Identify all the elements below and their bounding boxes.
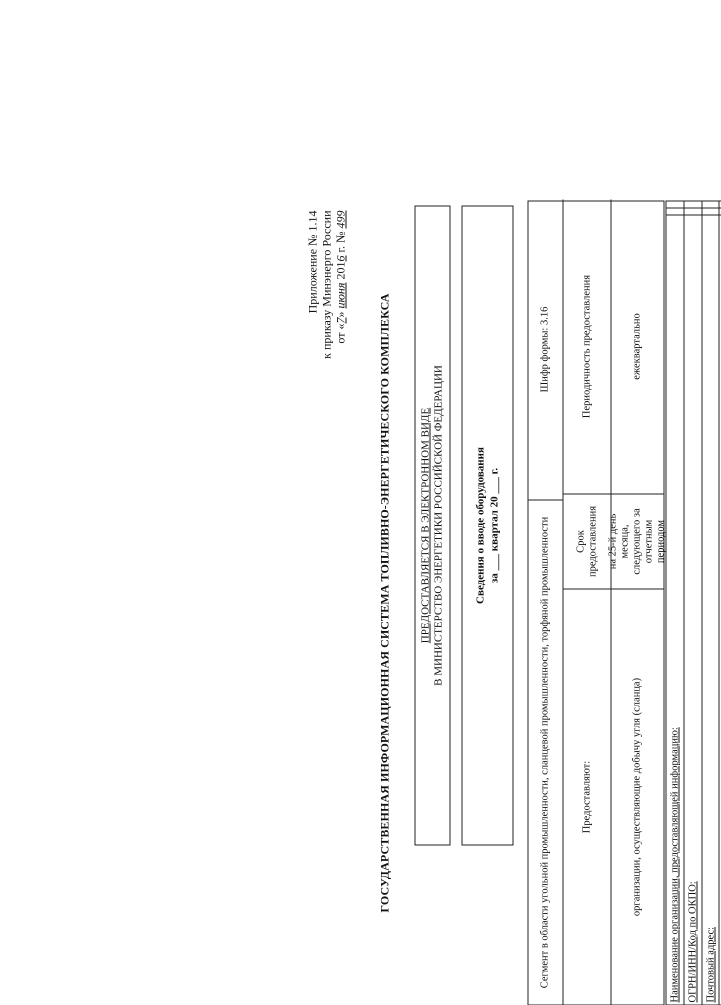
form-title-box [461, 205, 513, 845]
approval-line-1: Приложение № 1.14 [305, 210, 319, 313]
org-name-field[interactable]: Наименование организации, предоставляющей информацию: [665, 200, 683, 1005]
approval-number: 499 [333, 210, 347, 228]
org-divider-2 [665, 207, 721, 208]
submission-box [414, 205, 450, 845]
header-periodicity: Периодичность предоставления [563, 199, 611, 493]
header-providers: Предоставляют: [563, 588, 611, 1004]
submission-line-1: ПРЕДОСТАВЛЯЕТСЯ В ЭЛЕКТРОННОМ ВИДЕ [419, 407, 431, 643]
org-right-border [665, 200, 721, 201]
approval-day: 7 [333, 317, 347, 324]
value-providers: организации, осуществляющие добычу угля (сланца) [611, 588, 663, 1004]
value-deadline: на 25-й день месяца, следующего за отчетным периодом [611, 493, 663, 588]
info-table [527, 200, 664, 1005]
organization-fields [665, 200, 721, 1005]
page-title: ГОСУДАРСТВЕННАЯ ИНФОРМАЦИОННАЯ СИСТЕМА ТОПЛИВНО-ЭНЕРГЕТИЧЕСКОГО КОМПЛЕКСА [377, 292, 391, 913]
value-periodicity: ежеквартально [631, 312, 642, 380]
form-period: за ___ квартал 20 ___ г. [488, 467, 500, 583]
approval-year-digit: 6 [333, 255, 347, 262]
form-title: Сведения о вводе оборудования [474, 446, 486, 604]
header-deadline: Срок предоставления [563, 493, 611, 588]
org-ids-field[interactable]: ОГРН/ИНН/Код по ОКПО: [683, 200, 701, 1005]
approval-line-3: от «7» июня 2016 г. № 499 [333, 210, 347, 344]
form-code-cell: Шифр формы: 3.16 [528, 199, 563, 499]
segment-cell: Сегмент в области угольной промышленности, сланцевой промышленности, торфяной промышленности [528, 499, 563, 1004]
submission-line-2: В МИНИСТЕРСТВО ЭНЕРГЕТИКИ РОССИЙСКОЙ ФЕДЕРАЦИИ [432, 364, 444, 686]
approval-line-2: к приказу Минэнерго России [319, 210, 333, 359]
approval-month: июня [333, 282, 347, 309]
rotated-page [305, 200, 716, 1005]
org-divider-1 [665, 214, 721, 215]
org-address-field[interactable]: Почтовый адрес: [701, 200, 719, 1005]
approval-block [305, 210, 347, 358]
